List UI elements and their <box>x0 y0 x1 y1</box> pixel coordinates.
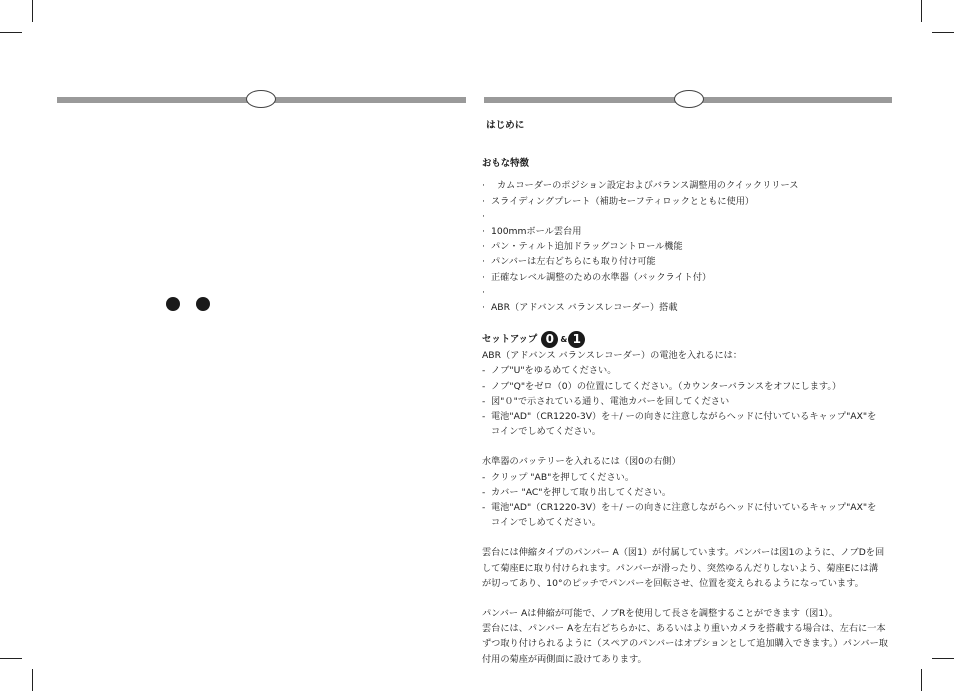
figure-0-badge: 0 <box>541 331 558 348</box>
list-item-continuation: コインでしめてください。 <box>491 517 601 529</box>
list-item: · <box>482 210 485 222</box>
battery-steps <box>482 363 882 439</box>
panbar-paragraph-1: 雲台には伸縮タイプのパンバー A（図1）が付属しています。パンバーは図1のように、ノブDを回 して菊座Eに取り付けられます。パンバーが滑ったり、突然ゆるんだりしないよう、菊座Eには溝 が切ってあり、10°のピッチでパンバーを回転させ、位置を変えられるようになっています。 <box>482 547 885 589</box>
list-item: - クリップ "AB"を押してください。 <box>482 471 635 483</box>
level-intro: 水準器のバッテリーを入れるには（図0の右側） <box>482 456 681 468</box>
left-page-number-oval <box>246 90 276 108</box>
list-item: - 電池"AD"（CR1220-3V）を＋/ ーの向きに注意しながらヘッドに付いているキャップ"AX"を <box>482 411 877 423</box>
right-page-number-oval <box>674 90 704 108</box>
crop-mark <box>932 32 954 33</box>
level-steps <box>482 470 882 531</box>
setup-heading-text: セットアップ <box>482 333 538 345</box>
features-list <box>482 178 882 315</box>
crop-mark <box>0 658 22 659</box>
list-item: - 電池"AD"（CR1220-3V）を＋/ ーの向きに注意しながらヘッドに付いているキャップ"AX"を <box>482 502 877 514</box>
figure-1-badge: 1 <box>568 331 585 348</box>
left-marker-dot <box>166 297 180 311</box>
list-item: · 正確なレベル調整のための水準器（バックライト付） <box>482 271 712 283</box>
features-heading: おもな特徴 <box>482 158 529 170</box>
list-item-continuation: コインでしめてください。 <box>491 426 601 438</box>
list-item: · カムコーダーのポジション設定およびバランス調整用のクイックリリース <box>482 180 799 192</box>
ampersand: & <box>560 334 568 344</box>
crop-mark <box>932 658 954 659</box>
list-item: · パン・ティルト追加ドラッグコントロール機能 <box>482 241 683 253</box>
left-marker-dot <box>196 297 210 311</box>
list-item: - ノブ"U"をゆるめてください。 <box>482 365 617 377</box>
crop-mark <box>32 669 33 691</box>
right-page-content <box>482 118 888 667</box>
crop-mark <box>921 669 922 691</box>
list-item: · 100mmボール雲台用 <box>482 226 582 238</box>
list-item: - カバー "AC"を押して取り出してください。 <box>482 486 672 498</box>
list-item: · <box>482 286 485 298</box>
list-item: - 図"０"で示されている通り、電池カバーを回してください <box>482 395 730 407</box>
crop-mark <box>32 0 33 22</box>
setup-heading <box>482 330 882 348</box>
list-item: · パンバーは左右どちらにも取り付け可能 <box>482 256 656 268</box>
list-item: - ノブ"Q"をゼロ（0）の位置にしてください。（カウンターバランスをオフにします。） <box>482 380 842 392</box>
battery-intro: ABR（アドバンス バランスレコーダー）の電池を入れるには： <box>482 350 743 362</box>
panbar-paragraph-2: パンバー Aは伸縮が可能で、ノブRを使用して長さを調整することができます（図1）。 雲台には、パンバー Aを左右どちらかに、あるいはより重いカメラを搭載する場合は、左右に一本 ずつ取り付けられるように（スペアのパンバーはオプションとして追加購入できます。）パンバー取 付用の菊座が両側面に設けてあります。 <box>482 608 888 665</box>
list-item: · ABR（アドバンス バランスレコーダー）搭載 <box>482 302 678 314</box>
intro-title: はじめに <box>486 120 525 131</box>
list-item: · スライディングプレート（補助セーフティロックとともに使用） <box>482 195 755 207</box>
crop-mark <box>0 32 22 33</box>
crop-mark <box>921 0 922 22</box>
